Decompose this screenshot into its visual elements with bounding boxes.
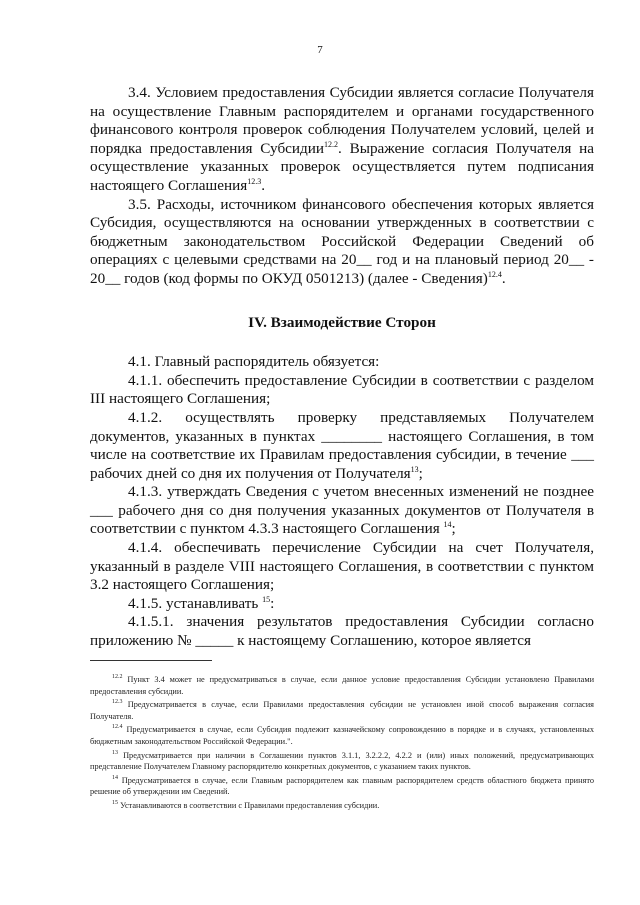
clause-4-1-3 bbox=[90, 483, 594, 539]
footnote-text: Предусматривается при наличии в Соглашении пунктов 3.1.1, 3.2.2.2, 4.2.2 и (или) иных положений, предусматривающих представление Получателем Главному распорядителю конкретных документов, с указанием таких пунктов. bbox=[90, 750, 594, 772]
clause-3-5 bbox=[90, 196, 594, 289]
clause-4-1 bbox=[90, 353, 594, 372]
clause-text: 3.5. Расходы, источником финансового обеспечения которых является Субсидия, осуществляются на основании утвержденных в соответствии с бюджетным законодательством Российской Федерации Сведений об операциях с целевыми средствами на 20__ год и на плановый период 20__ - 20__ годов (код формы по ОКУД 0501213) (далее - Сведения) bbox=[90, 195, 594, 287]
footnote-text: Предусматривается в случае, если Главным распорядителем как главным распорядителем средств областного бюджета принято решение об утверждении им Сведений. bbox=[90, 775, 595, 797]
footnote-mark: 12.2 bbox=[112, 674, 123, 680]
footnote-12-4 bbox=[90, 724, 594, 747]
clause-3-4 bbox=[90, 84, 594, 196]
clause-text: 4.1.5. устанавливать bbox=[128, 594, 263, 612]
footnote-mark: 14 bbox=[112, 774, 118, 781]
footnotes bbox=[90, 674, 594, 814]
clause-text-end: ; bbox=[451, 520, 456, 538]
clause-4-1-4 bbox=[90, 539, 594, 595]
clause-4-1-5 bbox=[90, 595, 594, 614]
footnote-text: Пункт 3.4 может не предусматриваться в случае, если данное условие предоставления Субсидии установлено Правилами предоставления субсидии. bbox=[90, 675, 595, 696]
footnote-mark: 15 bbox=[112, 799, 118, 806]
footnote-divider bbox=[90, 660, 212, 661]
clause-text-cont: . Выражение согласия Получателя на осуществление указанных проверок осуществляется путем подписания настоящего Соглашения bbox=[90, 139, 594, 194]
footnote-ref[interactable]: 12.4 bbox=[487, 269, 502, 279]
clause-text: 4.1. Главный распорядитель обязуется: bbox=[128, 353, 380, 371]
footnote-text: Предусматривается в случае, если Субсидия подлежит казначейскому сопровождению в порядке и в случаях, установленных бюджетным законодательством Российской Федерации.". bbox=[90, 725, 594, 746]
clause-text-end: : bbox=[270, 594, 275, 612]
clause-4-1-2 bbox=[90, 409, 594, 483]
clause-4-1-5-1 bbox=[90, 613, 594, 650]
footnote-ref[interactable]: 15 bbox=[262, 594, 271, 604]
footnote-ref[interactable]: 12.3 bbox=[247, 176, 262, 186]
footnote-ref[interactable]: 12.2 bbox=[324, 139, 339, 149]
clause-text-end: ; bbox=[418, 464, 423, 482]
footnote-mark: 12.4 bbox=[112, 724, 123, 731]
clause-text: 4.1.5.1. значения результатов предоставления Субсидии согласно приложению № _____ к настоящему Соглашению, которое является bbox=[90, 613, 594, 650]
footnote-14 bbox=[90, 775, 594, 798]
document-body bbox=[90, 84, 594, 651]
footnote-text: Устанавливаются в соответствии с Правилами предоставления субсидии. bbox=[120, 800, 380, 810]
footnote-mark: 12.3 bbox=[112, 699, 123, 706]
clause-text-end: . bbox=[501, 269, 506, 287]
clause-4-1-1 bbox=[90, 372, 594, 409]
footnote-mark: 13 bbox=[112, 749, 118, 756]
footnote-ref[interactable]: 14 bbox=[443, 520, 452, 530]
footnote-12-3 bbox=[90, 699, 594, 722]
clause-text: 4.1.1. обеспечить предоставление Субсидии в соответствии с разделом III настоящего Соглашения; bbox=[90, 371, 594, 408]
clause-text-end: . bbox=[261, 176, 265, 194]
clause-text: 4.1.4. обеспечивать перечисление Субсидии на счет Получателя, указанный в разделе VIII настоящего Соглашения, в соответствии с пунктом 3.2 настоящего Соглашения; bbox=[90, 539, 594, 594]
clause-text: 3.4. Условием предоставления Субсидии является согласие Получателя на осуществление Главным распорядителем и органами государственного финансового контроля проверок соблюдения Получателем условий, целей и порядка предоставления Субсидии bbox=[90, 84, 594, 157]
section-heading: IV. Взаимодействие Сторон bbox=[248, 313, 436, 331]
footnote-15 bbox=[90, 800, 594, 812]
footnote-ref[interactable]: 13 bbox=[410, 464, 419, 474]
clause-text: 4.1.2. осуществлять проверку представляемых Получателем документов, указанных в пунктах ________ настоящего Соглашения, в том числе на соответствие их Правилам предоставления субсидии, в течение ___ рабочих дней со дня их получения от Получателя bbox=[90, 408, 594, 482]
footnote-12-2 bbox=[90, 674, 594, 697]
footnote-text: Предусматривается в случае, если Правилами предоставления субсидии не установлен иной способ выражения согласия Получателя. bbox=[90, 700, 594, 721]
page-number: 7 bbox=[317, 44, 323, 56]
footnote-13 bbox=[90, 750, 594, 773]
clause-text: 4.1.3. утверждать Сведения с учетом внесенных изменений не позднее ___ рабочего дня со дня получения указанных документов от Получателя в соответствии с пунктом 4.3.3 настоящего Соглашения bbox=[90, 483, 594, 538]
